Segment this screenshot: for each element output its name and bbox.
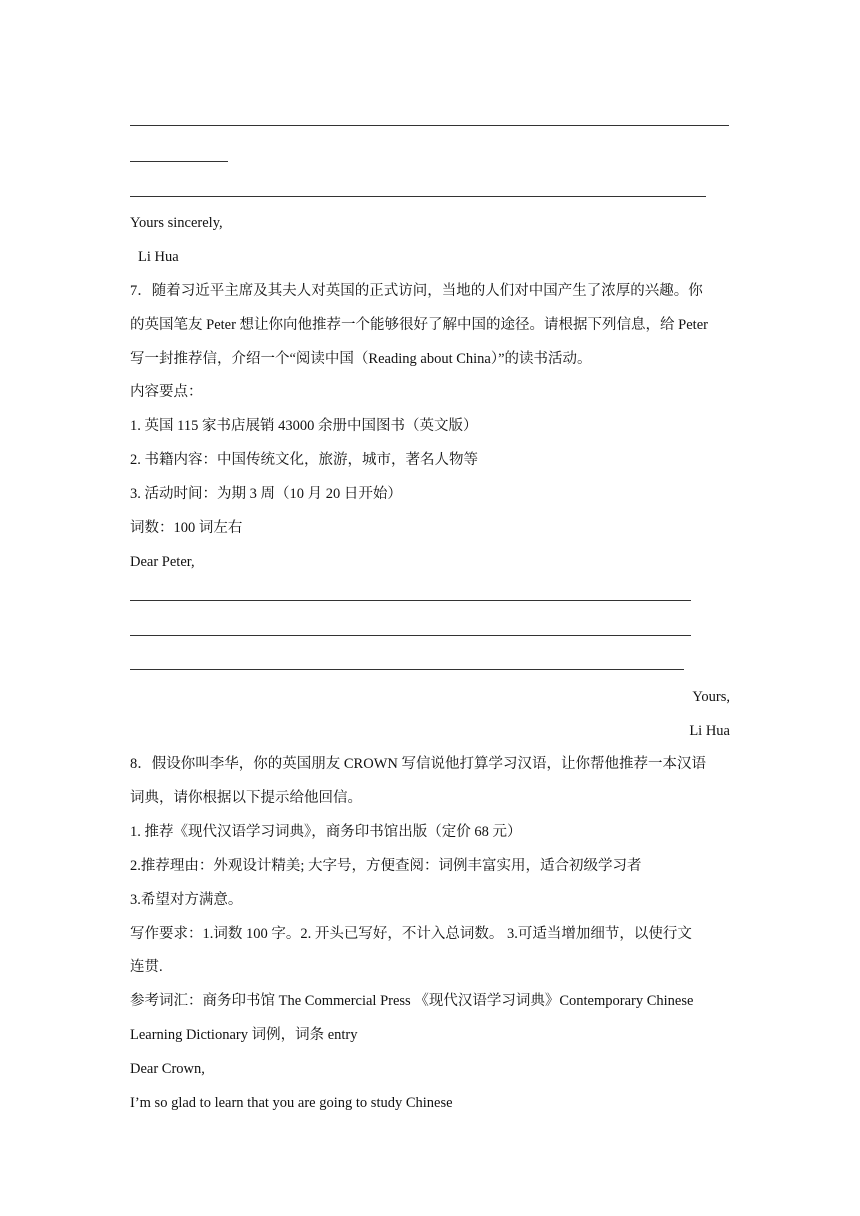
q8-prompt-line: 8．假设你叫李华，你的英国朋友 CROWN 写信说他打算学习汉语，让你帮他推荐一本汉语 xyxy=(130,756,706,772)
q7-point: 3. 活动时间：为期 3 周（10 月 20 日开始） xyxy=(130,486,402,502)
answer-line xyxy=(130,161,228,162)
q8-opening: I’m so glad to learn that you are going to study Chinese xyxy=(130,1095,453,1111)
q8-vocab: 参考词汇：商务印书馆 The Commercial Press 《现代汉语学习词典》Contemporary Chinese xyxy=(130,993,694,1009)
q8-requirements: 写作要求：1.词数 100 字。2. 开头已写好，不计入总词数。 3.可适当增加细节，以使行文 xyxy=(130,926,692,942)
answer-line xyxy=(130,635,691,636)
q8-requirements: 连贯. xyxy=(130,959,163,975)
q7-point: 1. 英国 115 家书店展销 43000 余册中国图书（英文版） xyxy=(130,418,478,434)
q8-point: 3.希望对方满意。 xyxy=(130,892,243,908)
q8-point: 1. 推荐《现代汉语学习词典》，商务印书馆出版（定价 68 元） xyxy=(130,824,522,840)
q7-signature: Li Hua xyxy=(689,723,730,739)
q7-word-count: 词数：100 词左右 xyxy=(130,520,243,536)
q8-greeting: Dear Crown, xyxy=(130,1061,205,1077)
q7-greeting: Dear Peter, xyxy=(130,554,195,570)
q7-closing: Yours, xyxy=(692,689,730,705)
q8-prompt-line: 词典，请你根据以下提示给他回信。 xyxy=(130,790,362,806)
answer-line xyxy=(130,125,729,126)
q7-points-heading: 内容要点： xyxy=(130,384,203,400)
q7-prompt-line: 写一封推荐信，介绍一个“阅读中国（Reading about China）”的读书活动。 xyxy=(130,351,592,367)
q7-prompt-line: 的英国笔友 Peter 想让你向他推荐一个能够很好了解中国的途径。请根据下列信息，给 Peter xyxy=(130,317,708,333)
answer-line xyxy=(130,600,691,601)
letter-signature: Li Hua xyxy=(138,249,179,265)
q7-prompt-line: 7．随着习近平主席及其夫人对英国的正式访问，当地的人们对中国产生了浓厚的兴趣。你 xyxy=(130,283,703,299)
q7-point: 2. 书籍内容：中国传统文化，旅游，城市，著名人物等 xyxy=(130,452,478,468)
q8-point: 2.推荐理由：外观设计精美; 大字号，方便查阅：词例丰富实用，适合初级学习者 xyxy=(130,858,642,874)
answer-line xyxy=(130,196,706,197)
q8-vocab: Learning Dictionary 词例，词条 entry xyxy=(130,1027,358,1043)
letter-closing: Yours sincerely, xyxy=(130,215,223,231)
answer-line xyxy=(130,669,684,670)
